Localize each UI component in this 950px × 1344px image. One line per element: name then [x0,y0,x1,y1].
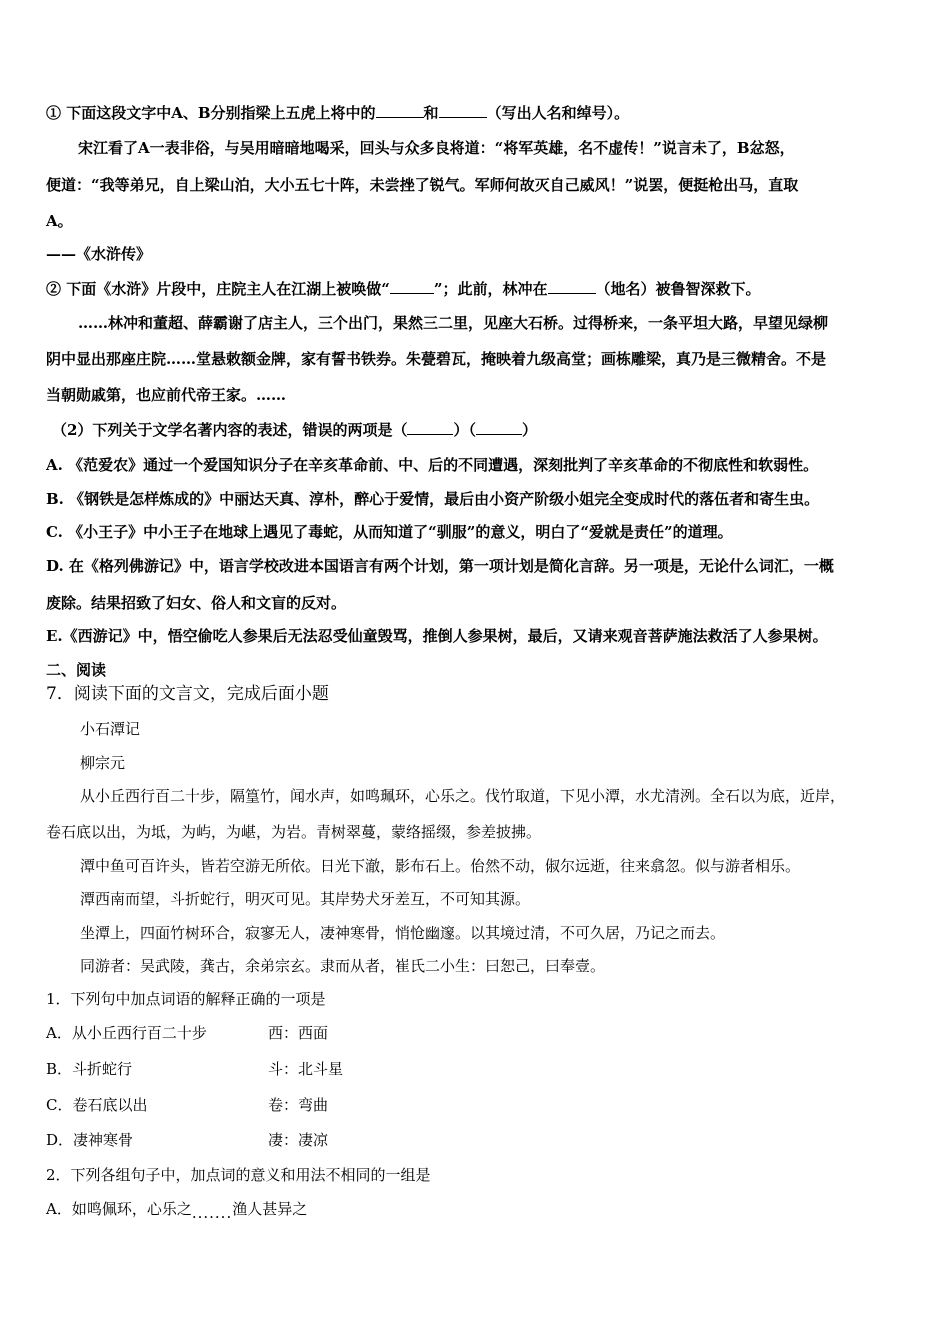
option-d-cont: 废除。结果招致了妇女、俗人和文盲的反对。 [46,594,347,612]
answer-blank[interactable] [390,280,434,294]
sub2-option-a [46,1200,308,1222]
sub1-option-b-gloss: 斗：北斗星 [268,1060,344,1078]
q6-item2-text: ② 下面《水浒》片段中，庄院主人在江湖上被唤做“ [46,280,390,298]
passage-source: ——《水浒传》 [46,245,152,263]
q6-item2-line [46,280,761,298]
option-d: D. 在《格列佛游记》中，语言学校改进本国语言有两个计划，第一项计划是简化言辞。另一项是，无论什么词汇，一概 [46,557,834,575]
sub1-option-c: C．卷石底以出 [46,1096,148,1114]
classical-text-line: 从小丘西行百二十步，隔篁竹，闻水声，如鸣珮环，心乐之。伐竹取道，下见小潭，水尤清洌。全石以为底，近岸， [80,787,846,805]
answer-blank[interactable] [548,280,596,294]
emphasis-dots: ....... [191,1204,233,1222]
sub1-option-a: A．从小丘西行百二十步 [46,1024,207,1042]
passage-line: 便道：“我等弟兄，自上梁山泊，大小五七十阵，未尝挫了锐气。军师何故灭自己威风！”说罢，便挺枪出马，直取 [46,176,799,194]
sub1-option-d-gloss: 凄：凄凉 [268,1131,329,1149]
sub2-stem: 2．下列各组句子中，加点词的意义和用法不相同的一组是 [46,1166,431,1184]
q6-part2-mid: ）（ [453,421,476,439]
q6-part2-end: ） [521,421,537,439]
sub2-option-a-left: A．如鸣佩环，心乐之 [46,1200,192,1218]
sub1-option-d: D．凄神寒骨 [46,1131,134,1149]
option-b: B. 《钢铁是怎样炼成的》中丽达天真、淳朴，醉心于爱情，最后由小资产阶级小姐完全变成时代的落伍者和寄生虫。 [46,490,820,508]
q6-part2-stem [52,421,537,439]
option-e: E.《西游记》中，悟空偷吃人参果后无法忍受仙童毁骂，推倒人参果树，最后，又请来观音菩萨施法救活了人参果树。 [46,627,828,645]
poem-title: 小石潭记 [80,720,141,738]
q6-item1-end: （写出人名和绰号）。 [486,104,630,122]
passage-line: ……林冲和董超、薛霸谢了店主人，三个出门，果然三二里，见座大石桥。过得桥来，一条平坦大路，早望见绿柳 [78,314,829,332]
sub1-option-b: B．斗折蛇行 [46,1060,133,1078]
answer-blank[interactable] [407,421,453,435]
classical-text-line: 同游者：吴武陵，龚古，余弟宗玄。隶而从者，崔氏二小生：曰恕己，曰奉壹。 [80,957,606,975]
passage-line: 当朝勋戚第，也应前代帝王家。…… [46,386,287,404]
q6-item1-line [46,104,629,122]
sub2-option-a-right: 渔人甚异之 [232,1200,308,1218]
section-heading: 二、阅读 [46,661,107,679]
poem-author: 柳宗元 [80,754,126,772]
q6-item2-mid: ”；此前，林冲在 [433,280,548,298]
q6-item2-end: （地名）被鲁智深救下。 [595,280,761,298]
classical-text-line: 卷石底以出，为坻，为屿，为嵁，为岩。青树翠蔓，蒙络摇缀，参差披拂。 [46,823,542,841]
q6-item1-text: ① 下面这段文字中A、B分别指梁上五虎上将中的 [46,104,376,122]
passage-line: 阴中显出那座庄院……堂悬敕额金牌，家有誓书铁券。朱甍碧瓦，掩映着九级高堂；画栋雕梁，真乃是三微精舍。不是 [46,350,827,368]
answer-blank[interactable] [376,104,424,118]
option-c: C. 《小王子》中小王子在地球上遇见了毒蛇，从而知道了“驯服”的意义，明白了“爱就是责任”的道理。 [46,523,733,541]
q6-item1-mid: 和 [423,104,439,122]
classical-text-line: 潭西南而望，斗折蛇行，明灭可见。其岸势犬牙差互，不可知其源。 [80,890,531,908]
q7-stem: 7．阅读下面的文言文，完成后面小题 [46,684,329,704]
passage-line: 宋江看了A一表非俗，与吴用暗暗地喝采，回头与众多良将道：“将军英雄，名不虚传！”说言未了，B忿怒， [78,139,795,157]
sub1-option-c-gloss: 卷：弯曲 [268,1096,329,1114]
sub1-option-a-gloss: 西：西面 [268,1024,329,1042]
answer-blank[interactable] [476,421,522,435]
classical-text-line: 坐潭上，四面竹树环合，寂寥无人，凄神寒骨，悄怆幽邃。以其境过清，不可久居，乃记之而去。 [80,924,726,942]
option-a: A. 《范爱农》通过一个爱国知识分子在辛亥革命前、中、后的不同遭遇，深刻批判了辛亥革命的不彻底性和软弱性。 [46,456,819,474]
passage-line: A。 [46,212,73,230]
answer-blank[interactable] [439,104,487,118]
classical-text-line: 潭中鱼可百许头，皆若空游无所依。日光下澈，影布石上。佁然不动，俶尔远逝，往来翕忽。似与游者相乐。 [80,857,801,875]
sub1-stem: 1．下列句中加点词语的解释正确的一项是 [46,990,326,1008]
q6-part2-text: （2）下列关于文学名著内容的表述，错误的两项是（ [52,421,408,439]
